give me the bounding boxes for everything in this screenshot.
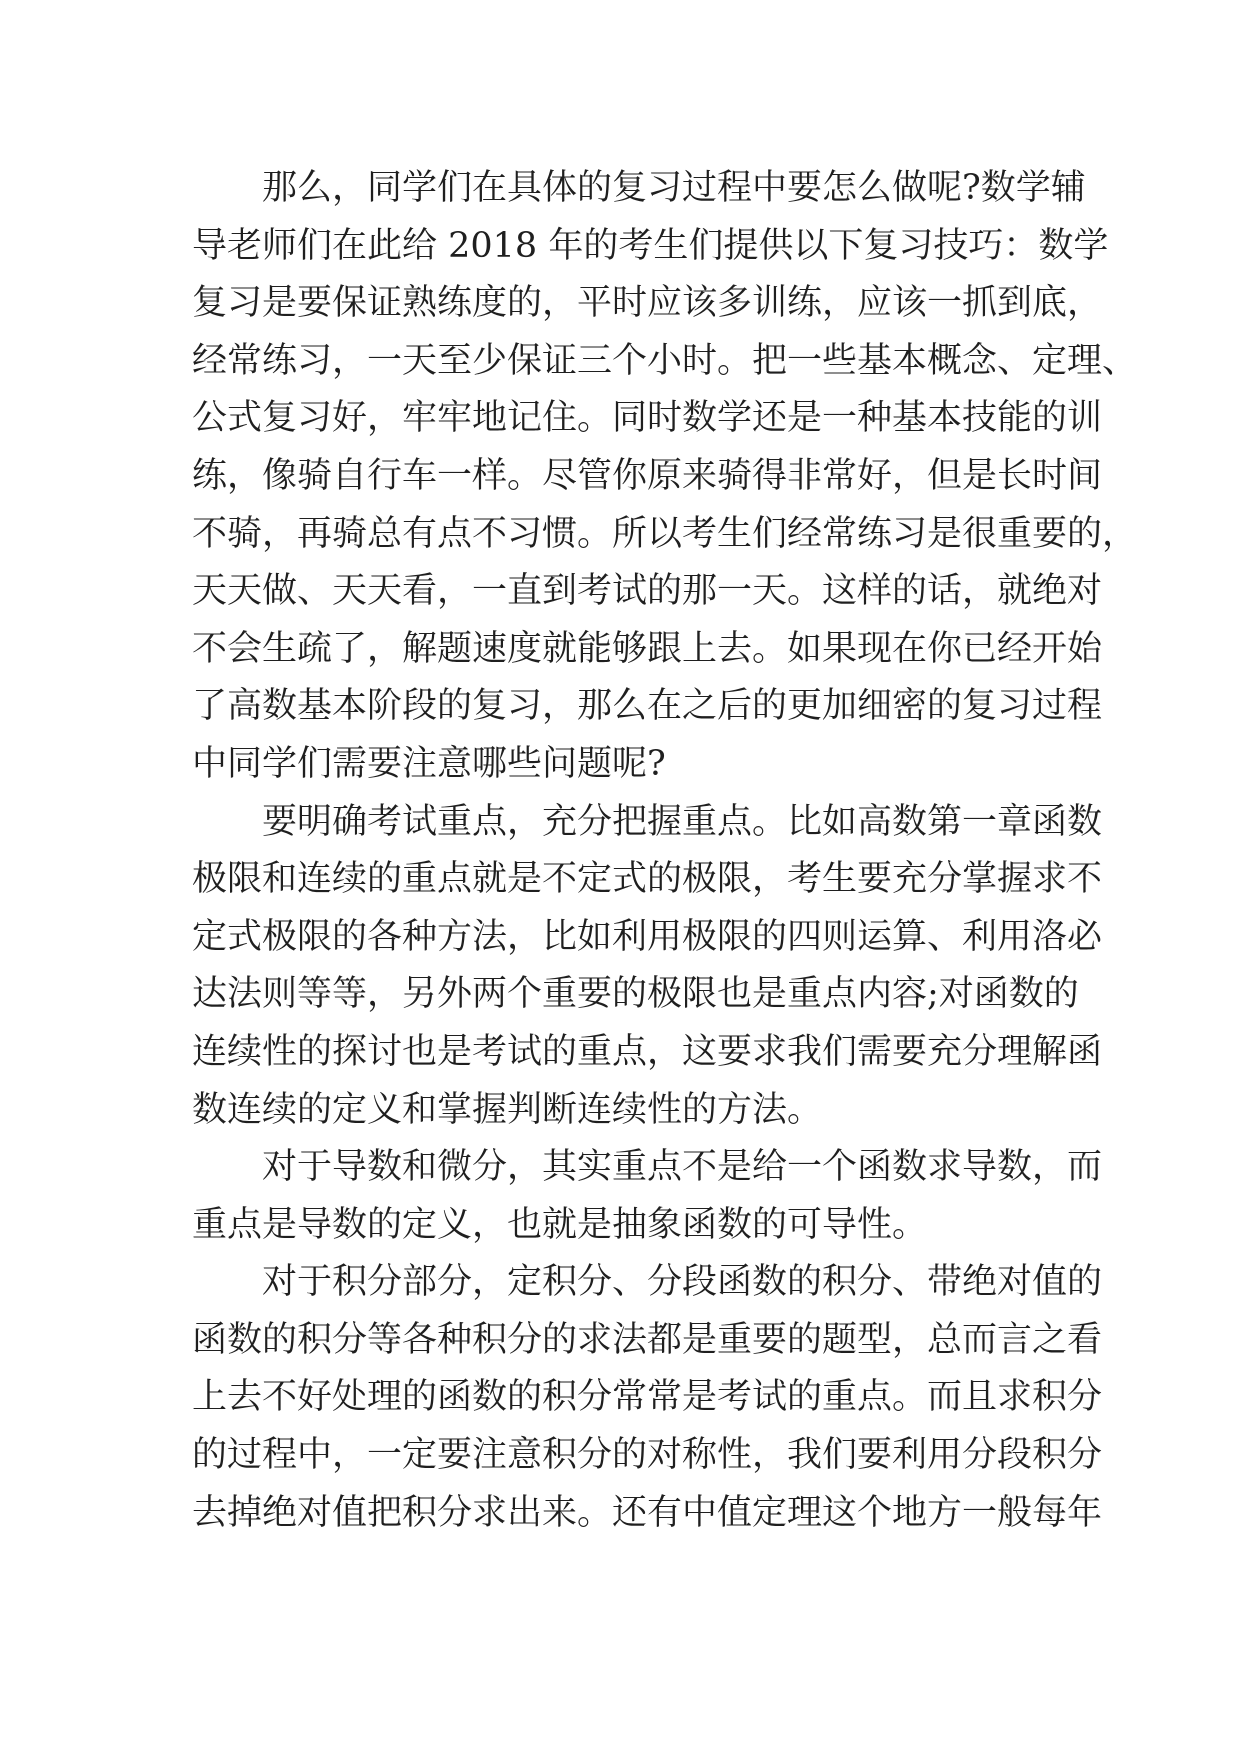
text-line: 去掉绝对值把积分求出来。还有中值定理这个地方一般每年 xyxy=(192,1492,1103,1533)
text-line: 定式极限的各种方法，比如利用极限的四则运算、利用洛必 xyxy=(192,916,1103,957)
text-line: 达法则等等，另外两个重要的极限也是重点内容;对函数的 xyxy=(192,974,1079,1015)
text-line: 复习是要保证熟练度的，平时应该多训练，应该一抓到底， xyxy=(192,283,1103,324)
text-line: 导老师们在此给 2018 年的考生们提供以下复习技巧：数学 xyxy=(192,225,1109,266)
paragraph-2 xyxy=(192,794,1103,1140)
paragraph-1 xyxy=(192,160,1138,794)
text-line: 对于导数和微分，其实重点不是给一个函数求导数，而 xyxy=(262,1147,1103,1188)
text-line: 极限和连续的重点就是不定式的极限，考生要充分掌握求不 xyxy=(192,859,1103,900)
text-line: 练，像骑自行车一样。尽管你原来骑得非常好，但是长时间 xyxy=(192,455,1103,496)
text-line: 了高数基本阶段的复习，那么在之后的更加细密的复习过程 xyxy=(192,686,1103,727)
text-line: 经常练习，一天至少保证三个小时。把一些基本概念、定理、 xyxy=(192,340,1138,381)
text-line: 数连续的定义和掌握判断连续性的方法。 xyxy=(192,1089,823,1130)
document-body xyxy=(192,160,1138,1542)
text-line: 天天做、天天看，一直到考试的那一天。这样的话，就绝对 xyxy=(192,571,1103,612)
text-line: 中同学们需要注意哪些问题呢? xyxy=(192,743,666,784)
paragraph-4 xyxy=(192,1254,1103,1542)
text-line: 公式复习好，牢牢地记住。同时数学还是一种基本技能的训 xyxy=(192,398,1103,439)
text-line: 不骑，再骑总有点不习惯。所以考生们经常练习是很重要的， xyxy=(192,513,1138,554)
text-line: 对于积分部分，定积分、分段函数的积分、带绝对值的 xyxy=(262,1262,1103,1303)
text-line: 连续性的探讨也是考试的重点，这要求我们需要充分理解函 xyxy=(192,1031,1103,1072)
paragraph-3 xyxy=(192,1139,1103,1254)
text-line: 的过程中，一定要注意积分的对称性，我们要利用分段积分 xyxy=(192,1435,1103,1476)
text-line: 那么，同学们在具体的复习过程中要怎么做呢?数学辅 xyxy=(262,168,1086,208)
text-line: 重点是导数的定义，也就是抽象函数的可导性。 xyxy=(192,1204,928,1245)
text-line: 上去不好处理的函数的积分常常是考试的重点。而且求积分 xyxy=(192,1377,1103,1418)
text-line: 要明确考试重点，充分把握重点。比如高数第一章函数 xyxy=(262,801,1103,842)
text-line: 函数的积分等各种积分的求法都是重要的题型，总而言之看 xyxy=(192,1319,1103,1360)
text-line: 不会生疏了，解题速度就能够跟上去。如果现在你已经开始 xyxy=(192,628,1103,669)
